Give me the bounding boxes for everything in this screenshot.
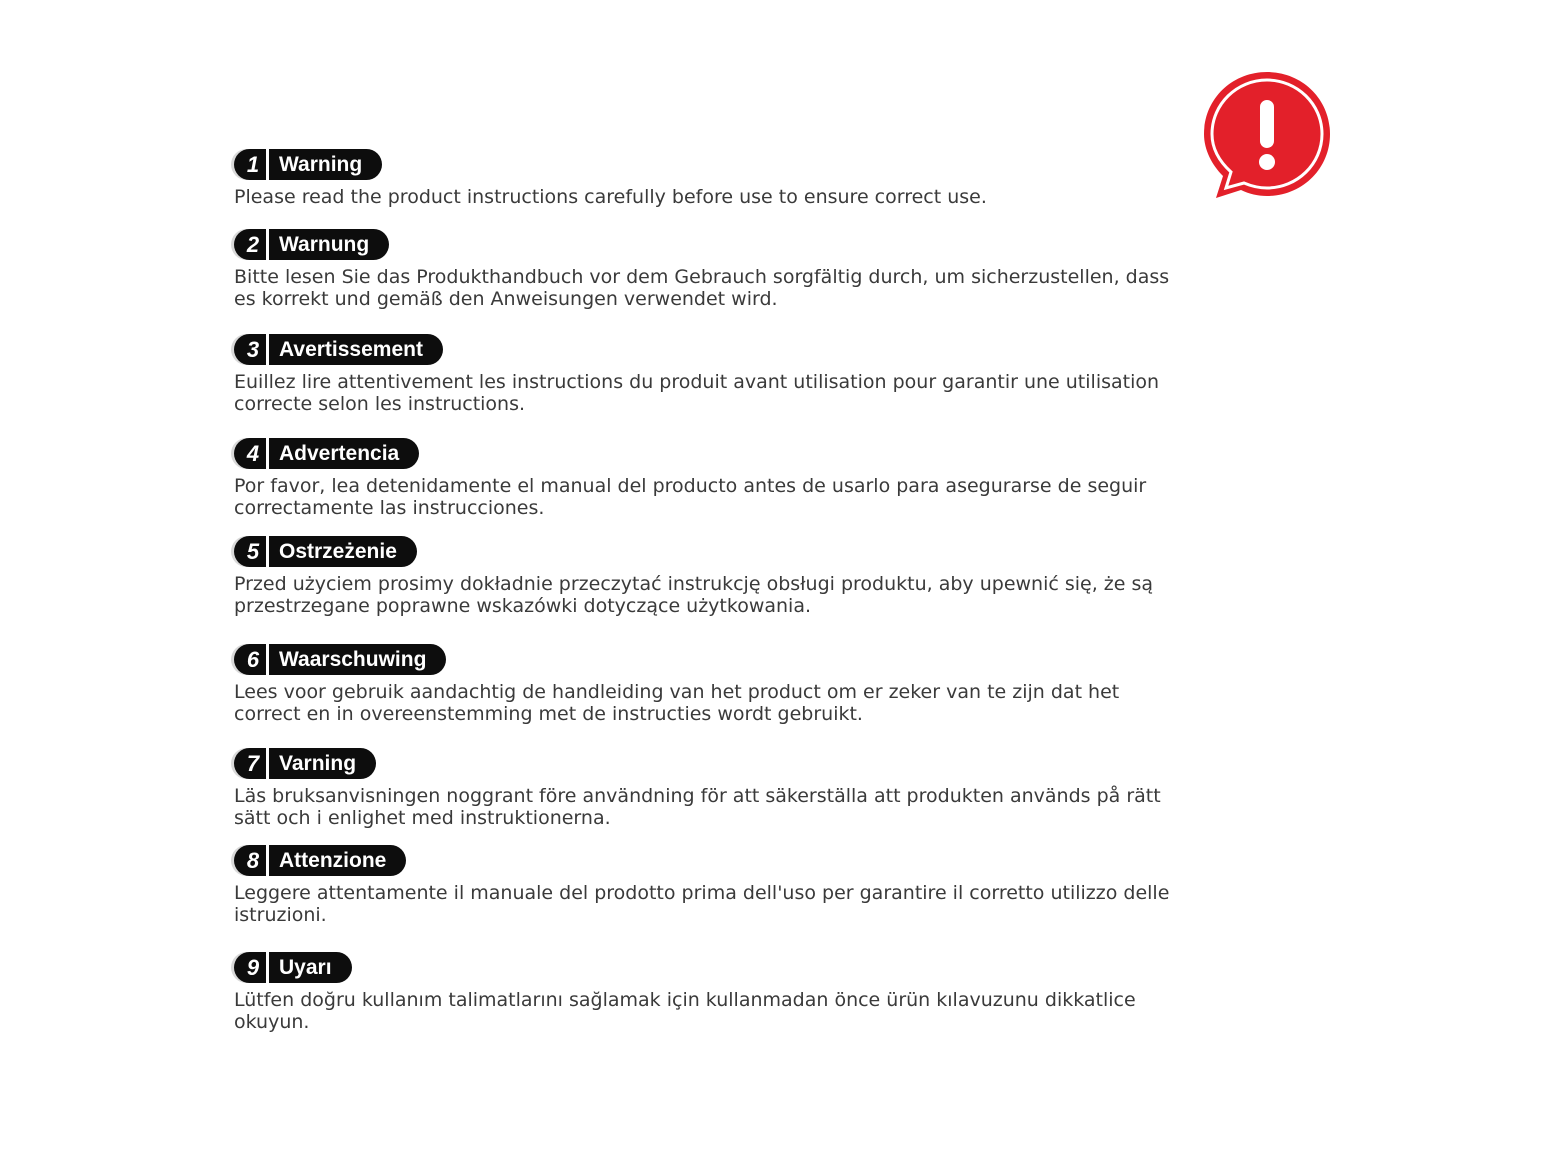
- section-text: Lees voor gebruik aandachtig de handleiding van het product om er zeker van te zijn dat het correct en in overeenstemming met de instructies wordt gebruikt.: [234, 681, 1120, 725]
- section-text: Läs bruksanvisningen noggrant före användning för att säkerställa att produkten används på rätt sätt och i enlighet med instruktionerna.: [234, 785, 1161, 829]
- section-text: Euillez lire attentivement les instructions du produit avant utilisation pour garantir une utilisation correcte selon les instructions.: [234, 371, 1160, 415]
- section-text: Please read the product instructions carefully before use to ensure correct use.: [234, 186, 987, 208]
- section-number: 7: [240, 748, 269, 779]
- section-label: Warnung: [279, 232, 370, 256]
- section-number: 9: [240, 952, 269, 983]
- section-label: Attenzione: [279, 848, 387, 872]
- section-number: 5: [240, 536, 269, 567]
- warning-section-it: [234, 845, 1174, 926]
- section-number: 1: [240, 149, 269, 180]
- section-label: Varning: [279, 751, 357, 775]
- section-label-pill: [234, 149, 382, 180]
- section-label-pill: [234, 748, 376, 779]
- section-label-pill: [234, 845, 406, 876]
- warning-section-pl: [234, 536, 1174, 617]
- section-number: 6: [240, 644, 269, 675]
- section-text: Por favor, lea detenidamente el manual del producto antes de usarlo para asegurarse de seguir correctamente las instrucciones.: [234, 475, 1147, 519]
- exclamation-speech-bubble-icon: [1200, 68, 1334, 202]
- warning-section-tr: [234, 952, 1174, 1033]
- section-label: Advertencia: [279, 441, 400, 465]
- warning-section-en: [234, 149, 1174, 208]
- section-text: Bitte lesen Sie das Produkthandbuch vor dem Gebrauch sorgfältig durch, um sicherzustellen, dass es korrekt und gemäß den Anweisungen verwendet wird.: [234, 266, 1170, 310]
- section-text: Lütfen doğru kullanım talimatlarını sağlamak için kullanmadan önce ürün kılavuzunu dikkatlice okuyun.: [234, 989, 1136, 1033]
- section-label-pill: [234, 644, 446, 675]
- section-number: 4: [240, 438, 269, 469]
- section-number: 8: [240, 845, 269, 876]
- section-label-pill: [234, 952, 352, 983]
- section-label-pill: [234, 229, 389, 260]
- section-text: Przed użyciem prosimy dokładnie przeczytać instrukcję obsługi produktu, aby upewnić się, że są przestrzegane poprawne wskazówki dotyczące użytkowania.: [234, 573, 1154, 617]
- warning-section-sv: [234, 748, 1174, 829]
- section-label: Uyarı: [279, 955, 332, 979]
- section-text: Leggere attentamente il manuale del prodotto prima dell'uso per garantire il corretto utilizzo delle istruzioni.: [234, 882, 1170, 926]
- section-label-pill: [234, 536, 417, 567]
- section-number: 2: [240, 229, 269, 260]
- warning-section-fr: [234, 334, 1174, 415]
- section-label: Warning: [279, 152, 363, 176]
- warning-section-es: [234, 438, 1174, 519]
- section-label-pill: [234, 334, 443, 365]
- section-number: 3: [240, 334, 269, 365]
- section-label-pill: [234, 438, 419, 469]
- section-label: Avertissement: [279, 337, 423, 361]
- section-label: Ostrzeżenie: [279, 539, 397, 563]
- warning-section-nl: [234, 644, 1174, 725]
- warning-section-de: [234, 229, 1174, 310]
- section-label: Waarschuwing: [279, 647, 427, 671]
